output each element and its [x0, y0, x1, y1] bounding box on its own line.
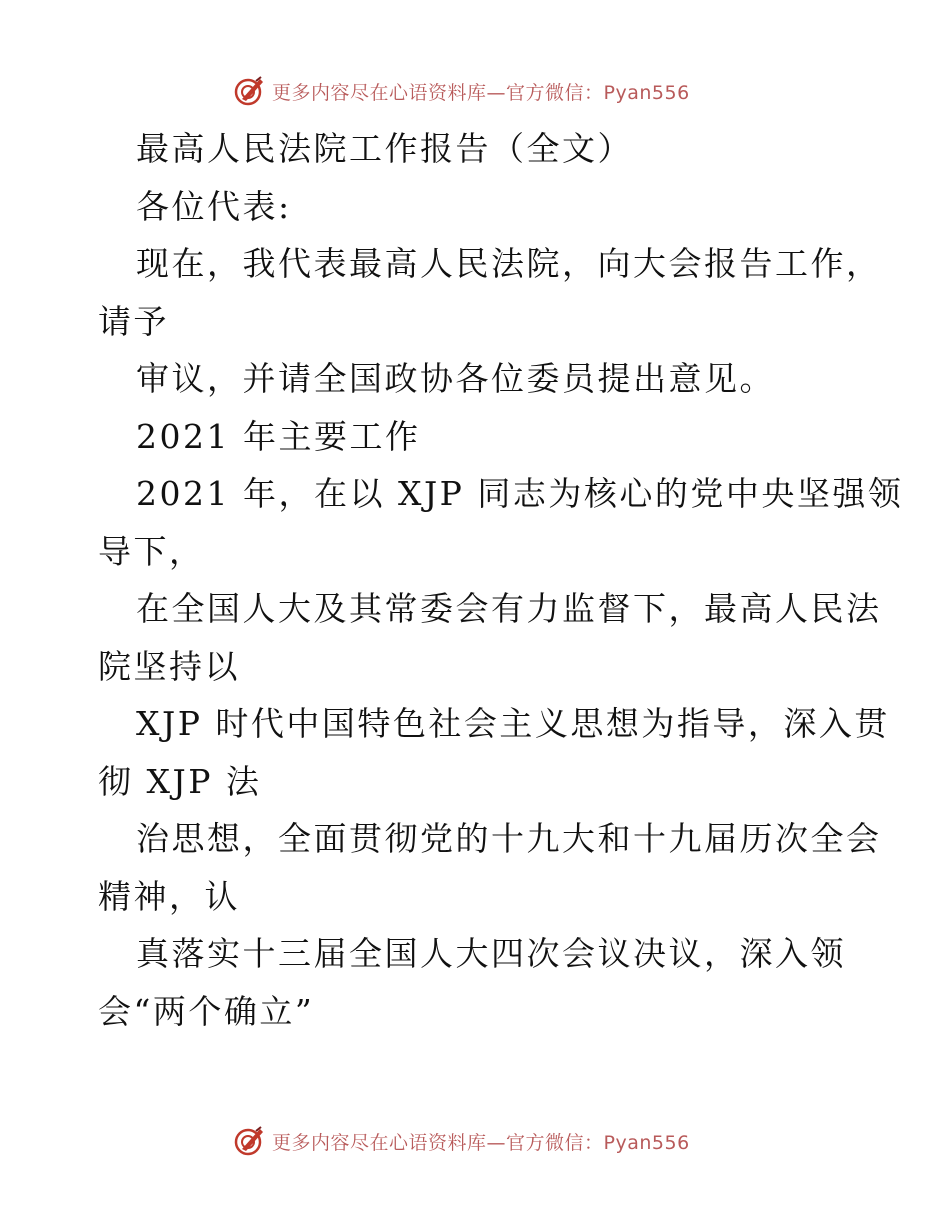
document-line: 精神，认 — [98, 876, 240, 916]
document-line: 最高人民法院工作报告（全文） — [136, 129, 633, 168]
document-line: 真落实十三届全国人大四次会议决议，深入领 — [136, 934, 846, 973]
document-line: 请予 — [98, 301, 169, 341]
header-watermark — [234, 74, 690, 108]
footer-watermark — [234, 1124, 690, 1158]
quill-pen-logo-icon — [234, 75, 266, 107]
document-line: 导下， — [98, 531, 205, 571]
document-body — [98, 120, 904, 1040]
quill-pen-logo-icon — [234, 1125, 266, 1157]
document-line: 在全国人大及其常委会有力监督下，最高人民法 — [136, 589, 882, 628]
document-line: 治思想，全面贯彻党的十九大和十九届历次全会 — [136, 819, 882, 858]
document-line: 会“两个确立” — [98, 991, 315, 1031]
document-line: 2021 年主要工作 — [136, 416, 421, 456]
document-line: 现在，我代表最高人民法院，向大会报告工作， — [136, 244, 882, 283]
document-line: 各位代表: — [136, 186, 292, 226]
watermark-text: 更多内容尽在心语资料库—官方微信：Pyan556 — [272, 81, 690, 104]
watermark-text: 更多内容尽在心语资料库—官方微信：Pyan556 — [272, 1131, 690, 1154]
document-line: XJP 时代中国特色社会主义思想为指导，深入贯 — [136, 704, 890, 743]
document-line: 审议，并请全国政协各位委员提出意见。 — [136, 359, 775, 398]
document-line: 2021 年，在以 XJP 同志为核心的党中央坚强领 — [136, 474, 904, 513]
document-line: 彻 XJP 法 — [98, 761, 262, 801]
document-line: 院坚持以 — [98, 646, 240, 686]
